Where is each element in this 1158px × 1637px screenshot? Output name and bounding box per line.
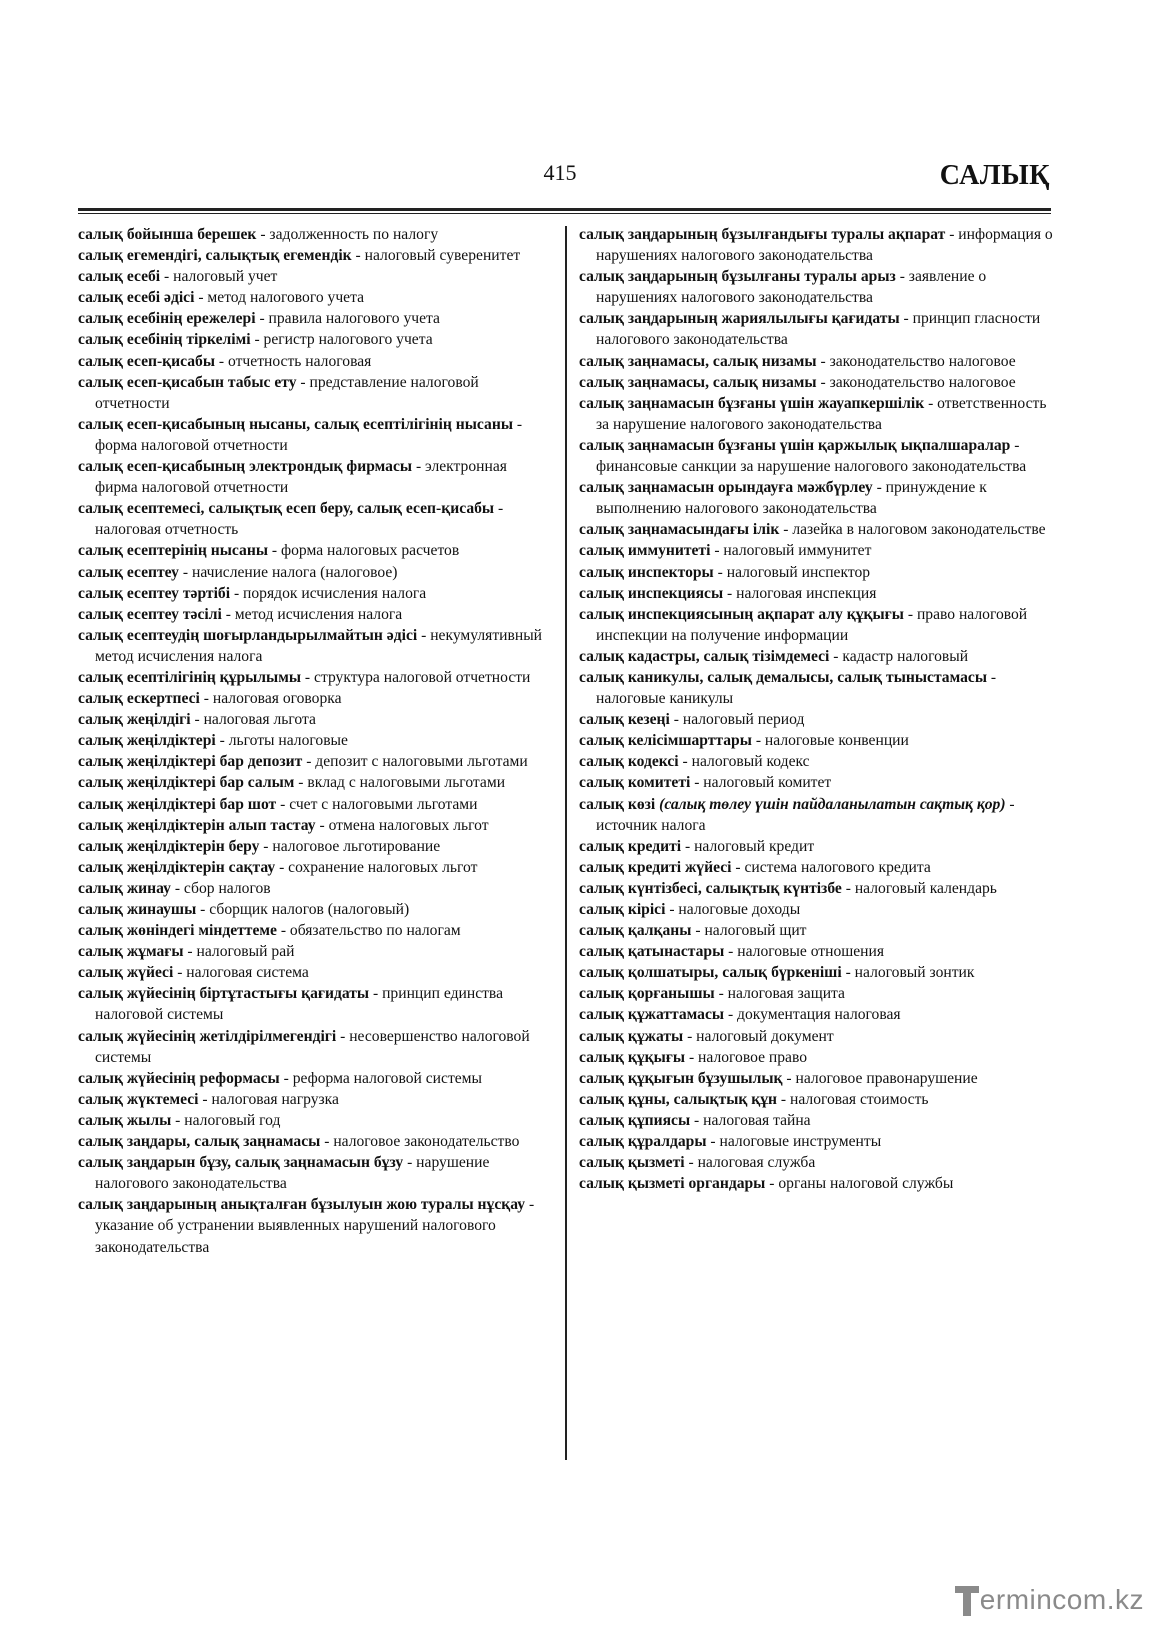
dictionary-entry bbox=[579, 562, 1057, 583]
entry-term: салық ескертпесі bbox=[78, 690, 200, 708]
entry-term: салық құжаттамасы bbox=[579, 1006, 725, 1024]
dictionary-column-left bbox=[78, 224, 553, 1258]
entry-term: салық комитеті bbox=[579, 774, 691, 792]
entry-translation: - информация о нарушениях налогового законодательства bbox=[596, 226, 1053, 265]
header-rule-thick bbox=[78, 208, 1051, 211]
entry-translation: - налоговая оговорка bbox=[199, 690, 342, 708]
entry-translation: - принцип единства налоговой системы bbox=[95, 985, 504, 1024]
entry-translation: - налоговый рай bbox=[183, 943, 295, 961]
entry-translation: - законодательство налоговое bbox=[816, 373, 1016, 391]
dictionary-entry bbox=[579, 435, 1057, 477]
dictionary-entry bbox=[78, 730, 553, 751]
entry-term: салық кредиті bbox=[579, 837, 682, 855]
dictionary-entry bbox=[78, 983, 553, 1025]
entry-translation: - сбор налогов bbox=[170, 879, 271, 897]
entry-translation: - налоговый щит bbox=[691, 922, 807, 940]
dictionary-entry bbox=[579, 351, 1057, 372]
dictionary-entry bbox=[78, 1089, 553, 1110]
entry-term: салық қалқаны bbox=[579, 922, 692, 940]
entry-translation: - метод налогового учета bbox=[194, 289, 365, 307]
dictionary-entry bbox=[579, 477, 1057, 519]
dictionary-entry bbox=[78, 329, 553, 350]
dictionary-entry bbox=[78, 667, 553, 688]
entry-term: салық жүйесінің жетілдірілмегендігі bbox=[78, 1027, 337, 1045]
dictionary-entry bbox=[78, 772, 553, 793]
entry-term: салық инспекциясы bbox=[579, 584, 724, 602]
dictionary-entry bbox=[78, 540, 553, 561]
dictionary-entry bbox=[579, 1004, 1057, 1025]
entry-term: салық заңнамасы, салық низамы bbox=[579, 352, 817, 370]
entry-translation: - льготы налоговые bbox=[215, 732, 348, 750]
entry-translation: - налоговая тайна bbox=[690, 1111, 811, 1129]
entry-translation: - источник налога bbox=[596, 795, 1015, 834]
entry-translation: - налоговое право bbox=[685, 1048, 808, 1066]
dictionary-entry bbox=[78, 857, 553, 878]
entry-translation: - форма налоговой отчетности bbox=[95, 415, 523, 454]
dictionary-entry bbox=[78, 1131, 553, 1152]
dictionary-entry bbox=[579, 1047, 1057, 1068]
dictionary-entry bbox=[78, 308, 553, 329]
entry-translation: - сборщик налогов (налоговый) bbox=[196, 901, 410, 918]
entry-term: салық қызметі органдары bbox=[579, 1175, 766, 1193]
entry-translation: - кадастр налоговый bbox=[829, 647, 969, 665]
dictionary-entry bbox=[78, 414, 553, 456]
dictionary-entry bbox=[78, 941, 553, 962]
dictionary-entry bbox=[579, 1152, 1057, 1173]
dictionary-entry bbox=[78, 245, 553, 266]
dictionary-entry bbox=[78, 815, 553, 836]
entry-term: салық жинау bbox=[78, 879, 171, 897]
entry-term: салық жүйесінің біртұтастығы қағидаты bbox=[78, 985, 370, 1003]
dictionary-entry bbox=[78, 1026, 553, 1068]
column-divider bbox=[565, 226, 567, 1460]
entry-term: салық кірісі bbox=[579, 901, 666, 918]
entry-term: салық құқығы bbox=[579, 1048, 686, 1066]
dictionary-entry bbox=[579, 519, 1057, 540]
entry-term: салық кезеңі bbox=[579, 711, 670, 729]
entry-translation: - налоговое льготирование bbox=[259, 837, 441, 855]
dictionary-entry bbox=[579, 941, 1057, 962]
entry-term: салық есеп-қисабын табыс ету bbox=[78, 373, 297, 391]
termincom-watermark bbox=[955, 1583, 1144, 1617]
dictionary-entry bbox=[579, 1089, 1057, 1110]
entry-translation: - лазейка в налоговом законодательстве bbox=[779, 521, 1046, 539]
entry-translation: - представление налоговой отчетности bbox=[95, 373, 479, 412]
entry-translation: - налоговая нагрузка bbox=[198, 1090, 339, 1108]
entry-term: салық көзі bbox=[579, 795, 656, 813]
entry-translation: - налоговые отношения bbox=[724, 943, 885, 961]
entry-term: салық есептемесі, салықтық есеп беру, салық есеп-қисабы bbox=[78, 500, 495, 518]
entry-term: салық есептеу тәсілі bbox=[78, 605, 222, 623]
entry-term: салық құқығын бұзушылық bbox=[579, 1069, 783, 1087]
entry-term: салық инспекторы bbox=[579, 563, 714, 581]
entry-translation: - правила налогового учета bbox=[255, 310, 440, 328]
entry-translation: - налоговый инспектор bbox=[713, 563, 871, 581]
entry-translation: - налоговый документ bbox=[683, 1027, 834, 1045]
dictionary-entry bbox=[579, 962, 1057, 983]
entry-translation: - право налоговой инспекции на получение информации bbox=[596, 605, 1028, 644]
entry-translation: - нарушение налогового законодательства bbox=[95, 1154, 490, 1193]
entry-translation: - налоговый комитет bbox=[690, 774, 832, 792]
entry-translation: - налоговые инструменты bbox=[706, 1133, 882, 1151]
entry-translation: - метод исчисления налога bbox=[221, 605, 403, 623]
dictionary-entry bbox=[78, 498, 553, 540]
entry-translation: - налоговая защита bbox=[714, 985, 845, 1003]
dictionary-entry bbox=[579, 1110, 1057, 1131]
dictionary-entry bbox=[579, 1131, 1057, 1152]
entry-term: салық заңдарының бұзылғаны туралы арыз bbox=[579, 268, 896, 286]
entry-term: салық қолшатыры, салық бүркеніші bbox=[579, 964, 842, 982]
entry-translation: - налоговая служба bbox=[684, 1154, 816, 1172]
dictionary-entry bbox=[579, 266, 1057, 308]
dictionary-entry bbox=[579, 878, 1057, 899]
dictionary-entry bbox=[78, 562, 553, 583]
dictionary-entry bbox=[78, 604, 553, 625]
entry-term: салық есеп-қисабының нысаны, салық есептілігінің нысаны bbox=[78, 415, 513, 433]
dictionary-entry bbox=[579, 583, 1057, 604]
entry-translation: - электронная фирма налоговой отчетности bbox=[95, 458, 507, 497]
dictionary-entry bbox=[579, 899, 1057, 920]
entry-term: салық каникулы, салық демалысы, салық тыныстамасы bbox=[579, 668, 988, 686]
entry-term: салық қатынастары bbox=[579, 943, 725, 961]
entry-term: салық есебінің тіркелімі bbox=[78, 331, 251, 349]
entry-term: салық есебі bbox=[78, 268, 161, 286]
entry-term: салық заңнамасындағы ілік bbox=[579, 521, 780, 539]
entry-translation: - налоговый учет bbox=[160, 268, 278, 286]
entry-term: салық егемендігі, салықтық егемендік bbox=[78, 247, 352, 265]
termincom-logo-t-icon bbox=[955, 1583, 979, 1617]
dictionary-entry bbox=[78, 224, 553, 245]
dictionary-entry bbox=[78, 1110, 553, 1131]
entry-translation: - структура налоговой отчетности bbox=[301, 668, 531, 686]
entry-term: салық құжаты bbox=[579, 1027, 684, 1045]
dictionary-entry bbox=[78, 1068, 553, 1089]
entry-term: салық жұмағы bbox=[78, 943, 184, 961]
entry-term: салық есебі әдісі bbox=[78, 289, 195, 307]
dictionary-entry bbox=[78, 287, 553, 308]
entry-term: салық жеңілдіктері бар салым bbox=[78, 774, 295, 792]
entry-note: (салық төлеу үшін пайдаланылатын сақтық қор) bbox=[655, 795, 1006, 813]
dictionary-entry bbox=[579, 983, 1057, 1004]
entry-translation: - документация налоговая bbox=[724, 1006, 901, 1024]
entry-translation: - депозит с налоговыми льготами bbox=[302, 753, 528, 771]
dictionary-entry bbox=[579, 667, 1057, 709]
dictionary-entry bbox=[78, 920, 553, 941]
entry-translation: - некумулятивный метод исчисления налога bbox=[95, 626, 543, 665]
dictionary-entry bbox=[78, 962, 553, 983]
entry-translation: - налоговый календарь bbox=[841, 879, 997, 897]
entry-translation: - налоговая инспекция bbox=[723, 584, 877, 602]
dictionary-entry bbox=[579, 224, 1057, 266]
entry-translation: - налоговая стоимость bbox=[777, 1090, 929, 1108]
dictionary-entry bbox=[579, 308, 1057, 350]
dictionary-entry bbox=[579, 772, 1057, 793]
entry-term: салық жүйесі bbox=[78, 964, 174, 982]
entry-term: салық жеңілдіктері бар депозит bbox=[78, 753, 303, 771]
header-rule-thin bbox=[78, 213, 1051, 214]
entry-translation: - налоговые конвенции bbox=[751, 732, 909, 750]
dictionary-entry bbox=[579, 646, 1057, 667]
entry-term: салық құны, салықтық құн bbox=[579, 1090, 778, 1108]
dictionary-entry bbox=[78, 266, 553, 287]
dictionary-entry bbox=[78, 688, 553, 709]
entry-term: салық заңнамасын бұзғаны үшін қаржылық ықпалшаралар bbox=[579, 436, 1011, 454]
entry-term: салық заңнамасы, салық низамы bbox=[579, 373, 817, 391]
entry-translation: - сохранение налоговых льгот bbox=[275, 858, 478, 876]
entry-term: салық заңдарының бұзылғандығы туралы ақпарат bbox=[579, 226, 946, 243]
entry-term: салық жеңілдіктері бар шот bbox=[78, 795, 277, 813]
entry-term: салық қорғанышы bbox=[579, 985, 715, 1003]
entry-term: салық жүктемесі bbox=[78, 1090, 199, 1108]
entry-term: салық бойынша берешек bbox=[78, 226, 257, 243]
entry-translation: - несовершенство налоговой системы bbox=[95, 1027, 530, 1066]
entry-translation: - регистр налогового учета bbox=[250, 331, 433, 349]
entry-term: салық құпиясы bbox=[579, 1111, 691, 1129]
dictionary-entry bbox=[579, 1026, 1057, 1047]
dictionary-entry bbox=[579, 372, 1057, 393]
entry-term: салық келісімшарттары bbox=[579, 732, 752, 750]
entry-term: салық кадастры, салық тізімдемесі bbox=[579, 647, 830, 665]
entry-term: салық кредиті жүйесі bbox=[579, 858, 732, 876]
dictionary-entry bbox=[579, 1068, 1057, 1089]
dictionary-entry bbox=[579, 836, 1057, 857]
entry-translation: - налоговое правонарушение bbox=[782, 1069, 978, 1087]
entry-translation: - налоговый зонтик bbox=[841, 964, 975, 982]
entry-translation: - налоговый кредит bbox=[681, 837, 815, 855]
entry-translation: - налоговый год bbox=[171, 1111, 281, 1129]
entry-translation: - система налогового кредита bbox=[731, 858, 931, 876]
entry-translation: - налоговая льгота bbox=[190, 711, 316, 729]
entry-term: салық жеңілдіктерін сақтау bbox=[78, 858, 276, 876]
entry-translation: - указание об устранении выявленных нарушений налогового законодательства bbox=[95, 1196, 535, 1256]
dictionary-entry bbox=[579, 857, 1057, 878]
entry-translation: - отмена налоговых льгот bbox=[315, 816, 489, 834]
entry-term: салық жүйесінің реформасы bbox=[78, 1069, 280, 1087]
dictionary-entry bbox=[78, 899, 553, 920]
entry-translation: - налоговое законодательство bbox=[320, 1133, 520, 1151]
entry-translation: - отчетность налоговая bbox=[215, 352, 372, 370]
entry-translation: - принуждение к выполнению налогового законодательства bbox=[596, 479, 987, 518]
entry-translation: - счет с налоговыми льготами bbox=[276, 795, 478, 813]
entry-term: салық жеңілдіктерін алып тастау bbox=[78, 816, 316, 834]
entry-term: салық есеп-қисабы bbox=[78, 352, 216, 370]
dictionary-entry bbox=[579, 604, 1057, 646]
dictionary-entry bbox=[78, 625, 553, 667]
entry-translation: - начисление налога (налоговое) bbox=[178, 563, 398, 581]
entry-term: салық иммунитеті bbox=[579, 542, 711, 560]
entry-translation: - налоговые каникулы bbox=[596, 668, 997, 708]
running-head: САЛЫҚ bbox=[939, 160, 1050, 191]
dictionary-entry bbox=[579, 751, 1057, 772]
entry-translation: - налоговая система bbox=[173, 964, 309, 982]
dictionary-entry bbox=[579, 393, 1057, 435]
dictionary-entry bbox=[78, 351, 553, 372]
entry-term: салық заңнамасын бұзғаны үшін жауапкершілік bbox=[579, 394, 925, 412]
dictionary-entry bbox=[579, 1173, 1057, 1194]
dictionary-entry bbox=[78, 751, 553, 772]
dictionary-entry bbox=[78, 709, 553, 730]
entry-translation: - налоговая отчетность bbox=[95, 500, 504, 539]
entry-term: салық есептерінің нысаны bbox=[78, 542, 268, 560]
dictionary-entry bbox=[78, 372, 553, 414]
dictionary-entry bbox=[579, 794, 1057, 836]
dictionary-entry bbox=[579, 709, 1057, 730]
entry-term: салық жинаушы bbox=[78, 901, 197, 918]
dictionary-entry bbox=[78, 794, 553, 815]
entry-translation: - финансовые санкции за нарушение налогового законодательства bbox=[596, 436, 1027, 476]
dictionary-entry bbox=[579, 730, 1057, 751]
entry-term: салық есептеу bbox=[78, 563, 179, 581]
entry-translation: - налоговые доходы bbox=[665, 901, 801, 918]
entry-translation: - порядок исчисления налога bbox=[230, 584, 427, 602]
entry-term: салық инспекциясының ақпарат алу құқығы bbox=[579, 605, 904, 623]
entry-translation: - принцип гласности налогового законодательства bbox=[596, 310, 1041, 349]
entry-term: салық заңдарының жариялылығы қағидаты bbox=[579, 310, 900, 328]
watermark-text: ermincom.kz bbox=[979, 1584, 1144, 1615]
entry-term: салық жөніндегі міндеттеме bbox=[78, 922, 277, 940]
entry-translation: - обязательство по налогам bbox=[276, 922, 461, 940]
entry-term: салық заңдары, салық заңнамасы bbox=[78, 1133, 321, 1151]
entry-term: салық күнтізбесі, салықтық күнтізбе bbox=[579, 879, 842, 897]
entry-term: салық құралдары bbox=[579, 1133, 707, 1151]
dictionary-entry bbox=[78, 836, 553, 857]
entry-term: салық жеңілдігі bbox=[78, 711, 191, 729]
dictionary-entry bbox=[78, 583, 553, 604]
entry-translation: - налоговый период bbox=[669, 711, 805, 729]
entry-term: салық заңнамасын орындауға мәжбүрлеу bbox=[579, 479, 873, 497]
page-number: 415 bbox=[543, 160, 577, 185]
entry-term: салық қызметі bbox=[579, 1154, 685, 1172]
entry-translation: - налоговый иммунитет bbox=[710, 542, 872, 560]
entry-term: салық есеп-қисабының электрондық фирмасы bbox=[78, 458, 413, 476]
dictionary-entry bbox=[78, 456, 553, 498]
entry-term: салық есептеудің шоғырландырылмайтын әдісі bbox=[78, 626, 418, 644]
dictionary-entry bbox=[78, 1152, 553, 1194]
entry-translation: - заявление о нарушениях налогового законодательства bbox=[596, 268, 987, 307]
entry-translation: - органы налоговой службы bbox=[765, 1175, 954, 1193]
entry-translation: - вклад с налоговыми льготами bbox=[294, 774, 506, 792]
entry-translation: - налоговый суверенитет bbox=[351, 247, 521, 265]
entry-term: салық жылы bbox=[78, 1111, 172, 1129]
dictionary-entry bbox=[579, 920, 1057, 941]
entry-term: салық есебінің ережелері bbox=[78, 310, 256, 328]
entry-translation: - реформа налоговой системы bbox=[279, 1069, 483, 1087]
dictionary-column-right bbox=[579, 224, 1057, 1194]
entry-translation: - форма налоговых расчетов bbox=[268, 542, 460, 560]
entry-term: салық есептілігінің құрылымы bbox=[78, 668, 302, 686]
entry-term: салық заңдарын бұзу, салық заңнамасын бұзу bbox=[78, 1154, 404, 1172]
entry-term: салық жеңілдіктерін беру bbox=[78, 837, 260, 855]
entry-translation: - налоговый кодекс bbox=[678, 753, 810, 771]
entry-translation: - задолженность по налогу bbox=[256, 226, 439, 243]
entry-translation: - ответственность за нарушение налогового законодательства bbox=[596, 394, 1047, 433]
entry-term: салық есептеу тәртібі bbox=[78, 584, 231, 602]
entry-translation: - законодательство налоговое bbox=[816, 352, 1016, 370]
dictionary-entry bbox=[78, 1194, 553, 1257]
dictionary-entry bbox=[579, 540, 1057, 561]
entry-term: салық жеңілдіктері bbox=[78, 732, 216, 750]
entry-term: салық заңдарының анықталған бұзылуын жою туралы нұсқау bbox=[78, 1196, 526, 1214]
entry-term: салық кодексі bbox=[579, 753, 679, 771]
dictionary-entry bbox=[78, 878, 553, 899]
